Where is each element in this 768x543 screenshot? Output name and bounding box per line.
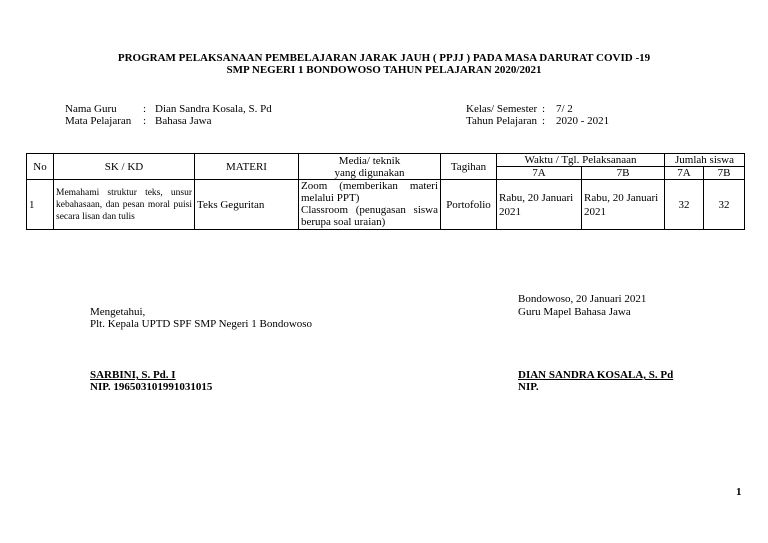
sig-right-name: DIAN SANDRA KOSALA, S. Pd — [518, 369, 674, 381]
table-header-row — [27, 154, 745, 167]
tahun-colon: : — [542, 115, 546, 127]
kelas-value: 7/ 2 — [556, 103, 573, 115]
sig-right-jabatan: Guru Mapel Bahasa Jawa — [518, 306, 631, 318]
sig-left-mengetahui: Mengetahui, — [90, 306, 146, 318]
cell-jumlah-7a: 32 — [665, 180, 704, 230]
guru-label: Nama Guru — [65, 103, 117, 115]
header-jumlah: Jumlah siswa — [665, 154, 745, 167]
cell-media-classroom: Classroom (penugasan siswa berupa soal uraian) — [301, 204, 438, 228]
header-media-line1: Media/ teknik — [338, 154, 401, 167]
mapel-value: Bahasa Jawa — [155, 115, 212, 127]
sig-left-jabatan: Plt. Kepala UPTD SPF SMP Negeri 1 Bondowoso — [90, 318, 313, 330]
document-title: PROGRAM PELAKSANAAN PEMBELAJARAN JARAK JAUH ( PPJJ ) PADA MASA DARURAT COVID -19 — [117, 52, 651, 64]
cell-materi: Teks Geguritan — [195, 180, 299, 230]
header-no: No — [27, 154, 54, 180]
info-tahun-row — [466, 115, 609, 127]
cell-media — [299, 180, 441, 230]
info-mapel-row — [65, 115, 212, 127]
kelas-colon: : — [542, 103, 546, 115]
info-kelas-row — [466, 103, 573, 115]
table-row — [27, 180, 745, 230]
document-subtitle: SMP NEGERI 1 BONDOWOSO TAHUN PELAJARAN 2020/2021 — [226, 64, 542, 76]
mapel-label: Mata Pelajaran — [65, 115, 132, 127]
header-waktu-7b: 7B — [582, 167, 665, 180]
mapel-colon: : — [143, 115, 147, 127]
sig-right-date: Bondowoso, 20 Januari 2021 — [518, 293, 647, 305]
info-guru-row — [65, 103, 272, 115]
cell-tagihan: Portofolio — [441, 180, 497, 230]
header-jumlah-7a: 7A — [665, 167, 704, 180]
guru-value: Dian Sandra Kosala, S. Pd — [155, 103, 272, 115]
tahun-label: Tahun Pelajaran — [466, 115, 538, 127]
guru-colon: : — [143, 103, 147, 115]
cell-skkd: Memahami struktur teks, unsur kebahasaan, dan pesan moral puisi secara lisan dan tulis — [54, 180, 195, 230]
cell-waktu-7a: Rabu, 20 Januari 2021 — [497, 180, 582, 230]
cell-no: 1 — [27, 180, 54, 230]
sig-right-nip: NIP. — [518, 381, 539, 393]
cell-jumlah-7b: 32 — [704, 180, 745, 230]
page-number: 1 — [736, 486, 742, 498]
header-materi: MATERI — [195, 154, 299, 180]
ppjj-table — [26, 153, 745, 230]
header-jumlah-7b: 7B — [704, 167, 745, 180]
header-skkd: SK / KD — [54, 154, 195, 180]
kelas-label: Kelas/ Semester — [466, 103, 538, 115]
header-tagihan: Tagihan — [441, 154, 497, 180]
cell-waktu-7b: Rabu, 20 Januari 2021 — [582, 180, 665, 230]
header-waktu-7a: 7A — [497, 167, 582, 180]
header-media-line2: yang digunakan — [334, 166, 405, 179]
cell-media-zoom: Zoom (memberikan materi melalui PPT) — [301, 180, 438, 204]
sig-left-name: SARBINI, S. Pd. I — [90, 369, 176, 381]
header-waktu: Waktu / Tgl. Pelaksanaan — [497, 154, 665, 167]
tahun-value: 2020 - 2021 — [556, 115, 610, 127]
header-media — [299, 154, 441, 180]
sig-left-nip: NIP. 196503101991031015 — [90, 381, 213, 393]
